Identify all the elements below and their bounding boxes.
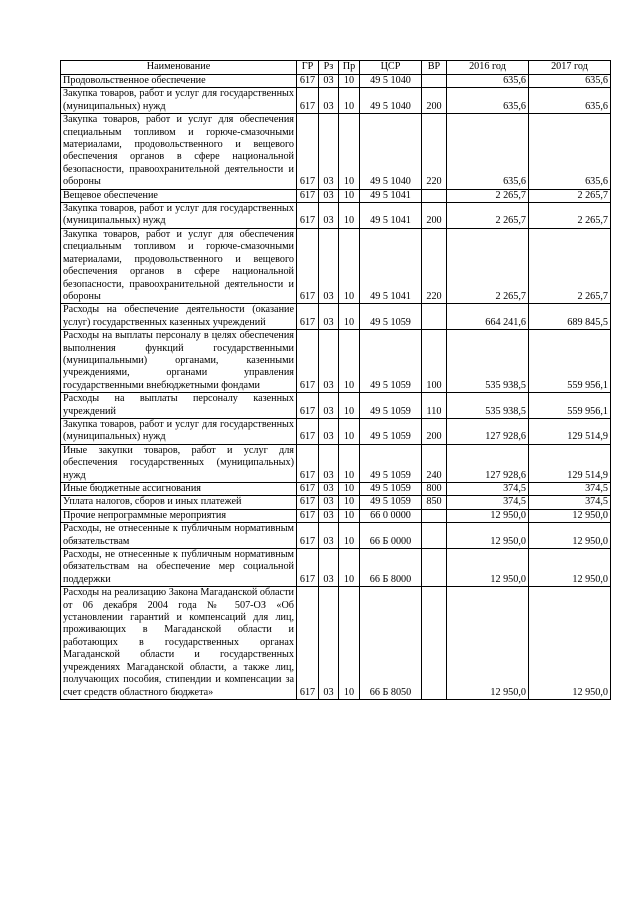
cell-pr: 10 [339, 75, 360, 88]
cell-pr: 10 [339, 496, 360, 509]
cell-2017: 559 956,1 [529, 393, 611, 419]
cell-name: Иные закупки товаров, работ и услуг для обеспечения государственных (муниципальных) нужд [61, 444, 297, 482]
cell-2016: 2 265,7 [447, 189, 529, 202]
table-row [61, 483, 611, 496]
cell-csr: 49 5 1059 [360, 444, 422, 482]
cell-2017: 12 950,0 [529, 509, 611, 522]
cell-vr [422, 304, 447, 330]
cell-rz: 03 [319, 330, 339, 393]
cell-pr: 10 [339, 509, 360, 522]
cell-pr: 10 [339, 114, 360, 189]
cell-name: Расходы на обеспечение деятельности (оказание услуг) государственных казенных учреждений [61, 304, 297, 330]
cell-pr: 10 [339, 483, 360, 496]
cell-2016: 374,5 [447, 496, 529, 509]
cell-name: Расходы, не отнесенные к публичным нормативным обязательствам на обеспечение мер социальной поддержки [61, 549, 297, 587]
cell-csr: 49 5 1040 [360, 114, 422, 189]
cell-gr: 617 [297, 330, 319, 393]
cell-gr: 617 [297, 88, 319, 114]
cell-vr [422, 549, 447, 587]
cell-name: Расходы на выплаты персоналу казенных учреждений [61, 393, 297, 419]
cell-2016: 12 950,0 [447, 549, 529, 587]
cell-pr: 10 [339, 203, 360, 229]
cell-2016: 2 265,7 [447, 228, 529, 303]
cell-csr: 49 5 1041 [360, 189, 422, 202]
cell-rz: 03 [319, 549, 339, 587]
cell-rz: 03 [319, 114, 339, 189]
cell-2017: 559 956,1 [529, 330, 611, 393]
cell-vr [422, 75, 447, 88]
cell-vr: 110 [422, 393, 447, 419]
header-name: Наименование [61, 61, 297, 75]
cell-rz: 03 [319, 75, 339, 88]
cell-gr: 617 [297, 114, 319, 189]
cell-vr: 220 [422, 114, 447, 189]
cell-pr: 10 [339, 418, 360, 444]
cell-rz: 03 [319, 444, 339, 482]
cell-2016: 2 265,7 [447, 203, 529, 229]
cell-gr: 617 [297, 228, 319, 303]
table-row [61, 444, 611, 482]
table-row [61, 189, 611, 202]
cell-2016: 635,6 [447, 114, 529, 189]
header-row [61, 61, 611, 75]
header-2016: 2016 год [447, 61, 529, 75]
cell-2017: 12 950,0 [529, 523, 611, 549]
cell-2016: 127 928,6 [447, 444, 529, 482]
cell-csr: 49 5 1059 [360, 304, 422, 330]
cell-2016: 664 241,6 [447, 304, 529, 330]
cell-gr: 617 [297, 549, 319, 587]
cell-name: Иные бюджетные ассигнования [61, 483, 297, 496]
cell-2017: 2 265,7 [529, 189, 611, 202]
cell-csr: 66 Б 8000 [360, 549, 422, 587]
cell-vr [422, 509, 447, 522]
cell-gr: 617 [297, 483, 319, 496]
table-row [61, 496, 611, 509]
table-row [61, 75, 611, 88]
cell-2017: 129 514,9 [529, 418, 611, 444]
cell-gr: 617 [297, 418, 319, 444]
cell-2017: 12 950,0 [529, 587, 611, 700]
table-row [61, 228, 611, 303]
cell-pr: 10 [339, 444, 360, 482]
table-row [61, 88, 611, 114]
cell-name: Закупка товаров, работ и услуг для государственных (муниципальных) нужд [61, 88, 297, 114]
cell-2016: 12 950,0 [447, 587, 529, 700]
header-gr: ГР [297, 61, 319, 75]
cell-gr: 617 [297, 189, 319, 202]
cell-rz: 03 [319, 304, 339, 330]
table-body [61, 75, 611, 700]
cell-2016: 12 950,0 [447, 509, 529, 522]
cell-rz: 03 [319, 496, 339, 509]
cell-vr: 220 [422, 228, 447, 303]
cell-csr: 49 5 1059 [360, 330, 422, 393]
cell-name: Закупка товаров, работ и услуг для обеспечения специальным топливом и горюче-смазочными материалами, продовольственного и вещевого обеспечения органов в сфере национальной безопасности, правоохранительной деятельности и обороны [61, 228, 297, 303]
budget-table [60, 60, 611, 700]
cell-vr [422, 523, 447, 549]
cell-2016: 127 928,6 [447, 418, 529, 444]
cell-2016: 374,5 [447, 483, 529, 496]
cell-rz: 03 [319, 189, 339, 202]
cell-2017: 2 265,7 [529, 203, 611, 229]
cell-csr: 49 5 1059 [360, 418, 422, 444]
cell-2016: 535 938,5 [447, 393, 529, 419]
cell-2017: 2 265,7 [529, 228, 611, 303]
cell-csr: 49 5 1041 [360, 203, 422, 229]
cell-name: Закупка товаров, работ и услуг для государственных (муниципальных) нужд [61, 418, 297, 444]
cell-csr: 49 5 1040 [360, 88, 422, 114]
cell-csr: 49 5 1059 [360, 393, 422, 419]
cell-pr: 10 [339, 304, 360, 330]
cell-name: Закупка товаров, работ и услуг для государственных (муниципальных) нужд [61, 203, 297, 229]
table-row [61, 304, 611, 330]
header-2017: 2017 год [529, 61, 611, 75]
cell-2017: 635,6 [529, 75, 611, 88]
cell-2017: 374,5 [529, 496, 611, 509]
table-row [61, 203, 611, 229]
cell-name: Расходы, не отнесенные к публичным нормативным обязательствам [61, 523, 297, 549]
cell-rz: 03 [319, 483, 339, 496]
cell-2017: 689 845,5 [529, 304, 611, 330]
cell-gr: 617 [297, 75, 319, 88]
cell-vr [422, 189, 447, 202]
cell-gr: 617 [297, 523, 319, 549]
cell-pr: 10 [339, 393, 360, 419]
cell-vr: 240 [422, 444, 447, 482]
cell-pr: 10 [339, 189, 360, 202]
cell-csr: 66 0 0000 [360, 509, 422, 522]
cell-csr: 66 Б 0000 [360, 523, 422, 549]
table-row [61, 330, 611, 393]
cell-gr: 617 [297, 203, 319, 229]
cell-name: Прочие непрограммные мероприятия [61, 509, 297, 522]
cell-name: Уплата налогов, сборов и иных платежей [61, 496, 297, 509]
cell-2016: 635,6 [447, 88, 529, 114]
cell-2016: 535 938,5 [447, 330, 529, 393]
header-pr: Пр [339, 61, 360, 75]
cell-vr: 200 [422, 418, 447, 444]
cell-vr: 200 [422, 203, 447, 229]
cell-name: Вещевое обеспечение [61, 189, 297, 202]
cell-gr: 617 [297, 509, 319, 522]
cell-rz: 03 [319, 587, 339, 700]
cell-rz: 03 [319, 228, 339, 303]
table-row [61, 114, 611, 189]
table-row [61, 418, 611, 444]
cell-vr: 850 [422, 496, 447, 509]
cell-gr: 617 [297, 444, 319, 482]
table-row [61, 523, 611, 549]
cell-vr: 200 [422, 88, 447, 114]
header-csr: ЦСР [360, 61, 422, 75]
cell-rz: 03 [319, 203, 339, 229]
cell-2017: 635,6 [529, 88, 611, 114]
cell-name: Расходы на выплаты персоналу в целях обеспечения выполнения функций государственными (муниципальными) органами, казенными учреждениями, органами управления государственными внебюджетными фондами [61, 330, 297, 393]
cell-csr: 66 Б 8050 [360, 587, 422, 700]
cell-csr: 49 5 1059 [360, 483, 422, 496]
cell-2016: 635,6 [447, 75, 529, 88]
cell-gr: 617 [297, 587, 319, 700]
cell-gr: 617 [297, 393, 319, 419]
cell-gr: 617 [297, 304, 319, 330]
cell-pr: 10 [339, 549, 360, 587]
cell-rz: 03 [319, 509, 339, 522]
cell-pr: 10 [339, 228, 360, 303]
table-row [61, 587, 611, 700]
table-row [61, 509, 611, 522]
cell-rz: 03 [319, 393, 339, 419]
cell-pr: 10 [339, 523, 360, 549]
cell-name: Расходы на реализацию Закона Магаданской области от 06 декабря 2004 года № 507-ОЗ «Об установлении гарантий и компенсаций для лиц, проживающих в Магаданской области и работающих в государственных органах Магаданской области и государственных учреждениях Магаданской области, а также лиц, получающих пособия, стипендии и компенсации за счет средств областного бюджета» [61, 587, 297, 700]
cell-pr: 10 [339, 88, 360, 114]
header-rz: Рз [319, 61, 339, 75]
cell-2017: 635,6 [529, 114, 611, 189]
cell-2017: 374,5 [529, 483, 611, 496]
cell-vr [422, 587, 447, 700]
cell-pr: 10 [339, 330, 360, 393]
table-row [61, 393, 611, 419]
cell-2017: 12 950,0 [529, 549, 611, 587]
cell-csr: 49 5 1059 [360, 496, 422, 509]
cell-vr: 800 [422, 483, 447, 496]
cell-name: Закупка товаров, работ и услуг для обеспечения специальным топливом и горюче-смазочными материалами, продовольственного и вещевого обеспечения органов в сфере национальной безопасности, правоохранительной деятельности и обороны [61, 114, 297, 189]
table-row [61, 549, 611, 587]
cell-2016: 12 950,0 [447, 523, 529, 549]
cell-vr: 100 [422, 330, 447, 393]
cell-name: Продовольственное обеспечение [61, 75, 297, 88]
cell-gr: 617 [297, 496, 319, 509]
cell-csr: 49 5 1041 [360, 228, 422, 303]
cell-2017: 129 514,9 [529, 444, 611, 482]
cell-pr: 10 [339, 587, 360, 700]
cell-rz: 03 [319, 523, 339, 549]
header-vr: ВР [422, 61, 447, 75]
cell-rz: 03 [319, 418, 339, 444]
cell-csr: 49 5 1040 [360, 75, 422, 88]
cell-rz: 03 [319, 88, 339, 114]
